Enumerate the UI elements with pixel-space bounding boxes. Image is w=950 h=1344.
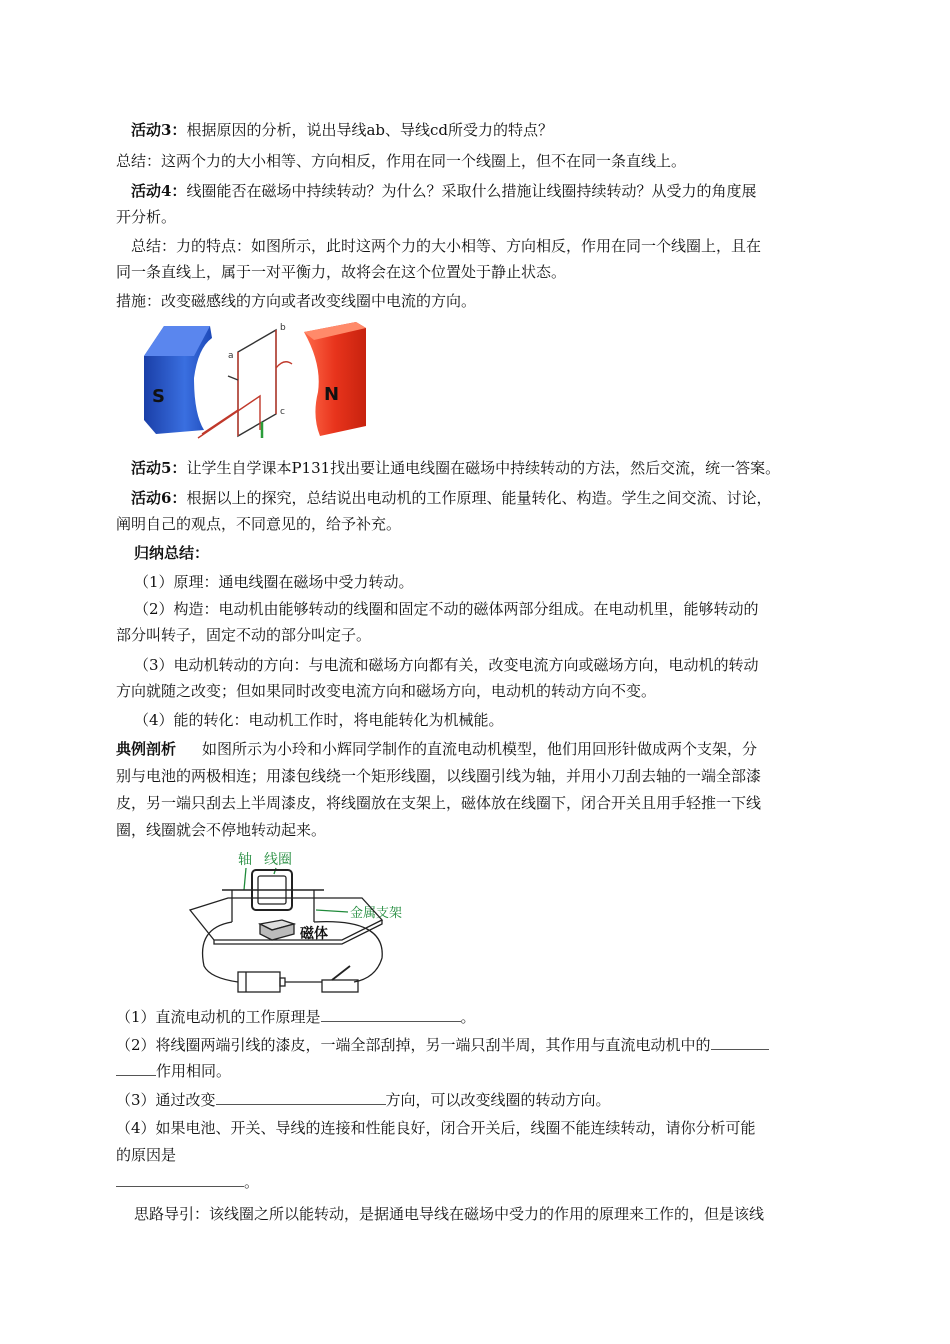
activity-4-label: 活动4： [131,182,187,200]
question-2 [116,1033,769,1057]
activity-4-text: 线圈能否在磁场中持续转动？为什么？采取什么措施让线圈持续转动？从受力的角度展 [186,182,757,200]
question-3 [116,1088,611,1112]
s-pole-label: S [152,386,165,407]
question-1 [116,1005,476,1029]
activity-3 [131,118,553,142]
answer-blank-4[interactable] [116,1171,244,1187]
example-label: 典例剖析 [116,740,177,758]
label-c: c [280,407,285,417]
question-1-end: 。 [460,1008,476,1026]
example-line-3: 皮，另一端只刮去上半周漆皮，将线圈放在支架上，磁体放在线圈下，闭合开关且用手轻推一下线 [116,794,762,812]
point-2-line-2: 部分叫转子，固定不动的部分叫定子。 [116,626,372,644]
question-4-answer [116,1170,259,1194]
activity-5-text: 让学生自学课本P131找出要让通电线圈在磁场中持续转动的方法，然后交流，统一答案。 [186,459,781,477]
answer-blank-1[interactable] [321,1006,461,1022]
question-1-text: （1）直流电动机的工作原理是 [116,1008,321,1026]
answer-blank-2a[interactable] [711,1034,769,1050]
south-pole-magnet [144,326,212,434]
answer-blank-3[interactable] [216,1089,386,1105]
point-3-line-1: （3）电动机转动的方向：与电流和磁场方向都有关，改变电流方向或磁场方向，电动机的转动 [134,656,759,674]
example-text-1: 如图所示为小玲和小辉同学制作的直流电动机模型，他们用回形针做成两个支架，分 [202,740,758,758]
summary-title: 归纳总结： [134,544,210,562]
coil-label: 线圈 [264,852,292,868]
bracket-label: 金属支架 [350,906,403,921]
activity-4 [131,179,756,203]
answer-blank-2b[interactable] [116,1060,156,1076]
label-b: b [280,323,286,333]
activity-5-label: 活动5： [131,459,187,477]
summary-2-line-2: 同一条直线上，属于一对平衡力，故将会在这个位置处于静止状态。 [116,263,567,281]
question-2-end: 作用相同。 [156,1062,232,1080]
thinking-guide: 思路导引：该线圈之所以能转动，是据通电导线在磁场中受力的作用的原理来工作的，但是该线 [134,1205,765,1223]
north-pole-magnet [304,322,366,436]
summary-1: 总结：这两个力的大小相等、方向相反，作用在同一个线圈上，但不在同一条直线上。 [116,152,687,170]
example-line-2: 别与电池的两极相连；用漆包线绕一个矩形线圈，以线圈引线为轴，并用小刀刮去轴的一端全部漆 [116,767,762,785]
motor-model-figure [186,848,432,1000]
example-line-4: 圈，线圈就会不停地转动起来。 [116,821,327,839]
n-pole-label: N [324,384,340,405]
question-4-line-1: （4）如果电池、开关、导线的连接和性能良好，闭合开关后，线圈不能连续转动，请你分析可能 [116,1119,756,1137]
summary-2-line-1: 总结：力的特点：如图所示，此时这两个力的大小相等、方向相反，作用在同一个线圈上，且在 [131,237,762,255]
question-2-cont [116,1059,231,1083]
question-4-end: 。 [244,1173,260,1191]
activity-6-text-2: 阐明自己的观点，不同意见的，给予补充。 [116,515,402,533]
coil-loop [198,323,292,438]
question-4-line-2: 的原因是 [116,1146,177,1164]
point-1: （1）原理：通电线圈在磁场中受力转动。 [134,573,414,591]
point-2-line-1: （2）构造：电动机由能够转动的线圈和固定不动的磁体两部分组成。在电动机里，能够转动的 [134,600,759,618]
label-a: a [228,351,234,361]
battery [238,972,280,992]
activity-4-text-2: 开分析。 [116,208,177,226]
question-3-end: 方向，可以改变线圈的转动方向。 [385,1091,611,1109]
example-line-1 [116,737,757,761]
question-2-text: （2）将线圈两端引线的漆皮，一端全部刮掉，另一端只刮半周，其作用与直流电动机中的 [116,1036,711,1054]
axis-label: 轴 [238,852,252,868]
wire-left [203,922,238,982]
activity-3-label: 活动3： [131,121,187,139]
measure-text: 措施：改变磁感线的方向或者改变线圈中电流的方向。 [116,292,477,310]
activity-6-label: 活动6： [131,489,187,507]
activity-6-text: 根据以上的探究，总结说出电动机的工作原理、能量转化、构造。学生之间交流、讨论， [186,489,772,507]
magnet-label: 磁体 [300,926,328,942]
question-3-text: （3）通过改变 [116,1091,216,1109]
switch [322,980,358,992]
magnet-coil-figure [142,318,374,442]
activity-5 [131,456,780,480]
activity-3-text: 根据原因的分析，说出导线ab、导线cd所受力的特点？ [186,121,553,139]
point-4: （4）能的转化：电动机工作时，将电能转化为机械能。 [134,711,504,729]
activity-6 [131,486,771,510]
point-3-line-2: 方向就随之改变；但如果同时改变电流方向和磁场方向，电动机的转动方向不变。 [116,682,657,700]
